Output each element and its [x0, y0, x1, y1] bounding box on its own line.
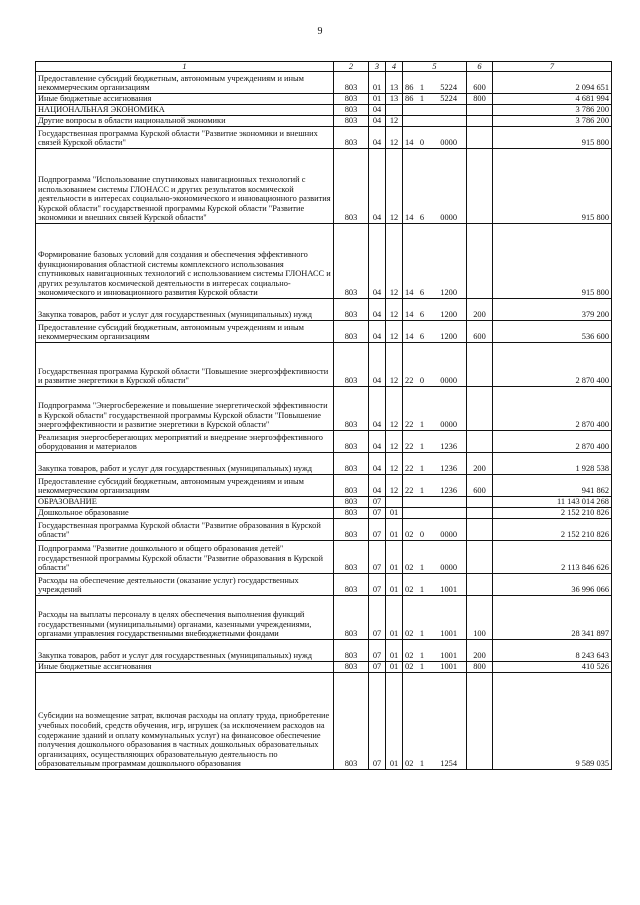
target-direction-code: 0000	[440, 138, 457, 148]
row-expense-type	[467, 541, 493, 574]
target-subprogram-code: 6	[419, 288, 425, 298]
row-expense-type	[467, 149, 493, 224]
header-col-5: 5	[403, 62, 467, 72]
row-name: Иные бюджетные ассигнования	[36, 662, 334, 673]
row-ministry-code: 803	[334, 519, 369, 541]
row-expense-type	[467, 508, 493, 519]
target-subprogram-code: 1	[419, 442, 425, 452]
target-direction-code: 0000	[440, 563, 457, 573]
row-subsection-code: 12	[386, 453, 403, 475]
row-name: Иные бюджетные ассигнования	[36, 94, 334, 105]
row-section-code: 07	[369, 519, 386, 541]
target-direction-code: 1001	[440, 662, 457, 672]
table-row	[36, 127, 612, 149]
target-subprogram-code: 1	[419, 651, 425, 661]
target-direction-code: 5224	[440, 94, 457, 104]
row-subsection-code: 12	[386, 343, 403, 387]
target-direction-code: 1236	[440, 464, 457, 474]
target-subprogram-code: 0	[419, 138, 425, 148]
target-direction-code: 0000	[440, 530, 457, 540]
row-section-code: 04	[369, 105, 386, 116]
row-section-code: 04	[369, 149, 386, 224]
row-target-article	[403, 596, 467, 640]
row-name: Расходы на выплаты персоналу в целях обеспечения выполнения функций государственными (муниципальными) органами, казенными учреждениями, органами управления государственными внебюджетными фондами	[36, 596, 334, 640]
row-amount: 915 800	[493, 224, 612, 299]
header-col-3: 3	[369, 62, 386, 72]
row-expense-type	[467, 224, 493, 299]
row-name: Государственная программа Курской области "Повышение энергоэффективности и развитие энергетики в Курской области"	[36, 343, 334, 387]
row-ministry-code: 803	[334, 640, 369, 662]
table-row	[36, 475, 612, 497]
page-number: 9	[317, 26, 323, 37]
row-target-article	[403, 94, 467, 105]
row-expense-type: 200	[467, 640, 493, 662]
row-name: Субсидии на возмещение затрат, включая расходы на оплату труда, приобретение учебных пособий, средств обучения, игр, игрушек (за исключением расходов на содержание зданий и оплату коммунальных услуг) на финансовое обеспечение получения дошкольного образования в частных дошкольных образовательных организациях, осуществляющих образовательную деятельность по образовательным программам дошкольного образования	[36, 673, 334, 770]
row-target-article	[403, 116, 467, 127]
target-subprogram-code: 6	[419, 310, 425, 320]
budget-table	[35, 61, 612, 770]
target-program-code: 02	[405, 629, 414, 639]
table-row	[36, 508, 612, 519]
row-amount: 3 786 200	[493, 116, 612, 127]
target-subprogram-code: 6	[419, 213, 425, 223]
row-name: Государственная программа Курской области "Развитие экономики и внешних связей Курской области"	[36, 127, 334, 149]
target-subprogram-code: 1	[419, 420, 425, 430]
row-ministry-code: 803	[334, 94, 369, 105]
row-expense-type	[467, 127, 493, 149]
row-expense-type	[467, 116, 493, 127]
row-expense-type	[467, 574, 493, 596]
row-subsection-code: 12	[386, 116, 403, 127]
table-row	[36, 640, 612, 662]
row-name: НАЦИОНАЛЬНАЯ ЭКОНОМИКА	[36, 105, 334, 116]
row-target-article	[403, 508, 467, 519]
row-target-article	[403, 321, 467, 343]
row-ministry-code: 803	[334, 105, 369, 116]
row-section-code: 07	[369, 497, 386, 508]
table-row	[36, 105, 612, 116]
row-target-article	[403, 475, 467, 497]
target-program-code: 14	[405, 332, 414, 342]
table-row	[36, 662, 612, 673]
row-section-code: 04	[369, 343, 386, 387]
target-direction-code: 1254	[440, 759, 457, 769]
row-amount: 3 786 200	[493, 105, 612, 116]
row-amount: 11 143 014 268	[493, 497, 612, 508]
row-subsection-code: 12	[386, 321, 403, 343]
row-target-article	[403, 431, 467, 453]
row-amount: 915 800	[493, 149, 612, 224]
row-name: Подпрограмма "Использование спутниковых навигационных технологий с использованием системы ГЛОНАСС и других результатов космической деятельности в интересах социально-экономического и инновационного развития Курской области" государственной программы Курской области "Развитие экономики и внешних связей Курской области"	[36, 149, 334, 224]
row-subsection-code: 01	[386, 508, 403, 519]
row-name: ОБРАЗОВАНИЕ	[36, 497, 334, 508]
row-name: Закупка товаров, работ и услуг для государственных (муниципальных) нужд	[36, 299, 334, 321]
row-amount: 2 152 210 826	[493, 519, 612, 541]
row-subsection-code: 01	[386, 574, 403, 596]
table-row	[36, 343, 612, 387]
row-target-article	[403, 541, 467, 574]
target-direction-code: 1200	[440, 310, 457, 320]
table-row	[36, 94, 612, 105]
target-program-code: 86	[405, 83, 414, 93]
table-row	[36, 673, 612, 770]
target-subprogram-code: 1	[419, 662, 425, 672]
row-name: Предоставление субсидий бюджетным, автономным учреждениям и иным некоммерческим организациям	[36, 475, 334, 497]
target-program-code: 14	[405, 288, 414, 298]
row-target-article	[403, 662, 467, 673]
target-direction-code: 1200	[440, 288, 457, 298]
row-ministry-code: 803	[334, 596, 369, 640]
table-row	[36, 541, 612, 574]
target-subprogram-code: 1	[419, 563, 425, 573]
row-amount: 2 870 400	[493, 387, 612, 431]
row-expense-type	[467, 497, 493, 508]
row-section-code: 01	[369, 94, 386, 105]
row-ministry-code: 803	[334, 149, 369, 224]
row-amount: 1 928 538	[493, 453, 612, 475]
row-target-article	[403, 299, 467, 321]
row-name: Предоставление субсидий бюджетным, автономным учреждениям и иным некоммерческим организациям	[36, 72, 334, 94]
row-subsection-code: 12	[386, 431, 403, 453]
target-direction-code: 1236	[440, 486, 457, 496]
row-name: Подпрограмма "Энергосбережение и повышение энергетической эффективности в Курской области" государственной программы Курской области "Повышение энергоэффективности и развитие энергетики в Курской области"	[36, 387, 334, 431]
target-subprogram-code: 0	[419, 530, 425, 540]
row-section-code: 07	[369, 662, 386, 673]
row-section-code: 04	[369, 475, 386, 497]
target-program-code: 14	[405, 310, 414, 320]
target-direction-code: 1001	[440, 585, 457, 595]
row-amount: 536 600	[493, 321, 612, 343]
row-subsection-code: 12	[386, 224, 403, 299]
table-row	[36, 519, 612, 541]
row-expense-type: 600	[467, 72, 493, 94]
header-col-2: 2	[334, 62, 369, 72]
row-expense-type	[467, 343, 493, 387]
target-direction-code: 5224	[440, 83, 457, 93]
target-subprogram-code: 1	[419, 759, 425, 769]
row-expense-type	[467, 431, 493, 453]
row-target-article	[403, 519, 467, 541]
row-subsection-code: 01	[386, 673, 403, 770]
row-subsection-code: 13	[386, 72, 403, 94]
row-expense-type	[467, 387, 493, 431]
row-section-code: 04	[369, 116, 386, 127]
row-target-article	[403, 387, 467, 431]
row-expense-type: 200	[467, 299, 493, 321]
row-ministry-code: 803	[334, 224, 369, 299]
row-amount: 28 341 897	[493, 596, 612, 640]
target-program-code: 02	[405, 651, 414, 661]
row-ministry-code: 803	[334, 116, 369, 127]
table-row	[36, 149, 612, 224]
row-section-code: 01	[369, 72, 386, 94]
row-section-code: 04	[369, 224, 386, 299]
table-row	[36, 574, 612, 596]
row-section-code: 07	[369, 508, 386, 519]
row-section-code: 07	[369, 596, 386, 640]
table-header-row	[36, 62, 612, 72]
row-ministry-code: 803	[334, 431, 369, 453]
row-target-article	[403, 127, 467, 149]
row-amount: 2 113 846 626	[493, 541, 612, 574]
row-target-article	[403, 224, 467, 299]
row-section-code: 04	[369, 387, 386, 431]
table-row	[36, 224, 612, 299]
header-col-6: 6	[467, 62, 493, 72]
row-section-code: 04	[369, 431, 386, 453]
target-subprogram-code: 1	[419, 486, 425, 496]
row-ministry-code: 803	[334, 127, 369, 149]
row-ministry-code: 803	[334, 475, 369, 497]
row-name: Подпрограмма "Развитие дошкольного и общего образования детей" государственной программы Курской области "Развитие образования в Курской области"	[36, 541, 334, 574]
row-section-code: 04	[369, 453, 386, 475]
table-row	[36, 321, 612, 343]
row-subsection-code: 01	[386, 662, 403, 673]
row-amount: 2 152 210 826	[493, 508, 612, 519]
target-program-code: 22	[405, 486, 414, 496]
row-expense-type	[467, 673, 493, 770]
row-ministry-code: 803	[334, 673, 369, 770]
row-subsection-code: 01	[386, 596, 403, 640]
row-section-code: 07	[369, 673, 386, 770]
row-name: Предоставление субсидий бюджетным, автономным учреждениям и иным некоммерческим организациям	[36, 321, 334, 343]
target-direction-code: 1001	[440, 629, 457, 639]
row-ministry-code: 803	[334, 387, 369, 431]
target-program-code: 02	[405, 759, 414, 769]
table-row	[36, 453, 612, 475]
row-expense-type: 100	[467, 596, 493, 640]
target-program-code: 02	[405, 563, 414, 573]
row-expense-type: 200	[467, 453, 493, 475]
row-expense-type: 800	[467, 662, 493, 673]
row-ministry-code: 803	[334, 574, 369, 596]
table-row	[36, 497, 612, 508]
header-col-7: 7	[493, 62, 612, 72]
row-subsection-code: 13	[386, 94, 403, 105]
row-subsection-code: 12	[386, 127, 403, 149]
row-target-article	[403, 497, 467, 508]
row-section-code: 04	[369, 299, 386, 321]
row-target-article	[403, 105, 467, 116]
row-name: Закупка товаров, работ и услуг для государственных (муниципальных) нужд	[36, 453, 334, 475]
row-name: Закупка товаров, работ и услуг для государственных (муниципальных) нужд	[36, 640, 334, 662]
target-program-code: 22	[405, 420, 414, 430]
table-row	[36, 431, 612, 453]
target-program-code: 02	[405, 662, 414, 672]
row-ministry-code: 803	[334, 453, 369, 475]
row-subsection-code	[386, 497, 403, 508]
row-subsection-code: 12	[386, 475, 403, 497]
row-target-article	[403, 149, 467, 224]
row-target-article	[403, 574, 467, 596]
row-ministry-code: 803	[334, 497, 369, 508]
row-section-code: 07	[369, 640, 386, 662]
row-ministry-code: 803	[334, 541, 369, 574]
target-subprogram-code: 1	[419, 83, 425, 93]
header-col-1: 1	[36, 62, 334, 72]
row-expense-type: 600	[467, 475, 493, 497]
row-target-article	[403, 640, 467, 662]
target-program-code: 02	[405, 585, 414, 595]
target-subprogram-code: 1	[419, 585, 425, 595]
row-section-code: 04	[369, 127, 386, 149]
row-amount: 4 681 994	[493, 94, 612, 105]
table-row	[36, 387, 612, 431]
target-subprogram-code: 1	[419, 464, 425, 474]
row-subsection-code: 01	[386, 519, 403, 541]
row-section-code: 07	[369, 541, 386, 574]
target-program-code: 14	[405, 138, 414, 148]
row-amount: 2 094 651	[493, 72, 612, 94]
row-expense-type: 800	[467, 94, 493, 105]
row-subsection-code: 12	[386, 299, 403, 321]
row-ministry-code: 803	[334, 299, 369, 321]
row-subsection-code: 12	[386, 387, 403, 431]
row-subsection-code: 12	[386, 149, 403, 224]
row-name: Реализация энергосберегающих мероприятий и внедрение энергоэффективного оборудования и материалов	[36, 431, 334, 453]
row-name: Формирование базовых условий для создания и обеспечения эффективного функционирования областной системы комплексного использования спутниковых навигационных технологий с использованием системы ГЛОНАСС и других результатов космической деятельности в интересах социально-экономического и инновационного развития Курской области	[36, 224, 334, 299]
row-section-code: 07	[369, 574, 386, 596]
target-direction-code: 0000	[440, 420, 457, 430]
header-col-4: 4	[386, 62, 403, 72]
row-ministry-code: 803	[334, 72, 369, 94]
row-name: Дошкольное образование	[36, 508, 334, 519]
row-amount: 2 870 400	[493, 343, 612, 387]
row-name: Другие вопросы в области национальной экономики	[36, 116, 334, 127]
row-ministry-code: 803	[334, 662, 369, 673]
row-target-article	[403, 343, 467, 387]
row-ministry-code: 803	[334, 343, 369, 387]
target-subprogram-code: 6	[419, 332, 425, 342]
row-name: Расходы на обеспечение деятельности (оказание услуг) государственных учреждений	[36, 574, 334, 596]
target-direction-code: 1001	[440, 651, 457, 661]
row-amount: 915 800	[493, 127, 612, 149]
row-amount: 36 996 066	[493, 574, 612, 596]
row-target-article	[403, 673, 467, 770]
table-row	[36, 116, 612, 127]
row-subsection-code: 01	[386, 640, 403, 662]
target-subprogram-code: 0	[419, 376, 425, 386]
table-row	[36, 596, 612, 640]
table-row	[36, 72, 612, 94]
target-program-code: 22	[405, 464, 414, 474]
row-name: Государственная программа Курской области "Развитие образования в Курской области"	[36, 519, 334, 541]
row-amount: 9 589 035	[493, 673, 612, 770]
target-program-code: 02	[405, 530, 414, 540]
row-expense-type	[467, 519, 493, 541]
target-program-code: 22	[405, 442, 414, 452]
row-ministry-code: 803	[334, 508, 369, 519]
row-ministry-code: 803	[334, 321, 369, 343]
target-direction-code: 1200	[440, 332, 457, 342]
table-row	[36, 299, 612, 321]
row-amount: 941 862	[493, 475, 612, 497]
target-program-code: 86	[405, 94, 414, 104]
row-amount: 379 200	[493, 299, 612, 321]
row-expense-type	[467, 105, 493, 116]
target-direction-code: 1236	[440, 442, 457, 452]
target-program-code: 14	[405, 213, 414, 223]
target-direction-code: 0000	[440, 376, 457, 386]
target-program-code: 22	[405, 376, 414, 386]
row-amount: 8 243 643	[493, 640, 612, 662]
target-subprogram-code: 1	[419, 629, 425, 639]
row-subsection-code	[386, 105, 403, 116]
row-target-article	[403, 72, 467, 94]
row-target-article	[403, 453, 467, 475]
target-direction-code: 0000	[440, 213, 457, 223]
row-expense-type: 600	[467, 321, 493, 343]
row-amount: 2 870 400	[493, 431, 612, 453]
target-subprogram-code: 1	[419, 94, 425, 104]
row-amount: 410 526	[493, 662, 612, 673]
row-section-code: 04	[369, 321, 386, 343]
row-subsection-code: 01	[386, 541, 403, 574]
